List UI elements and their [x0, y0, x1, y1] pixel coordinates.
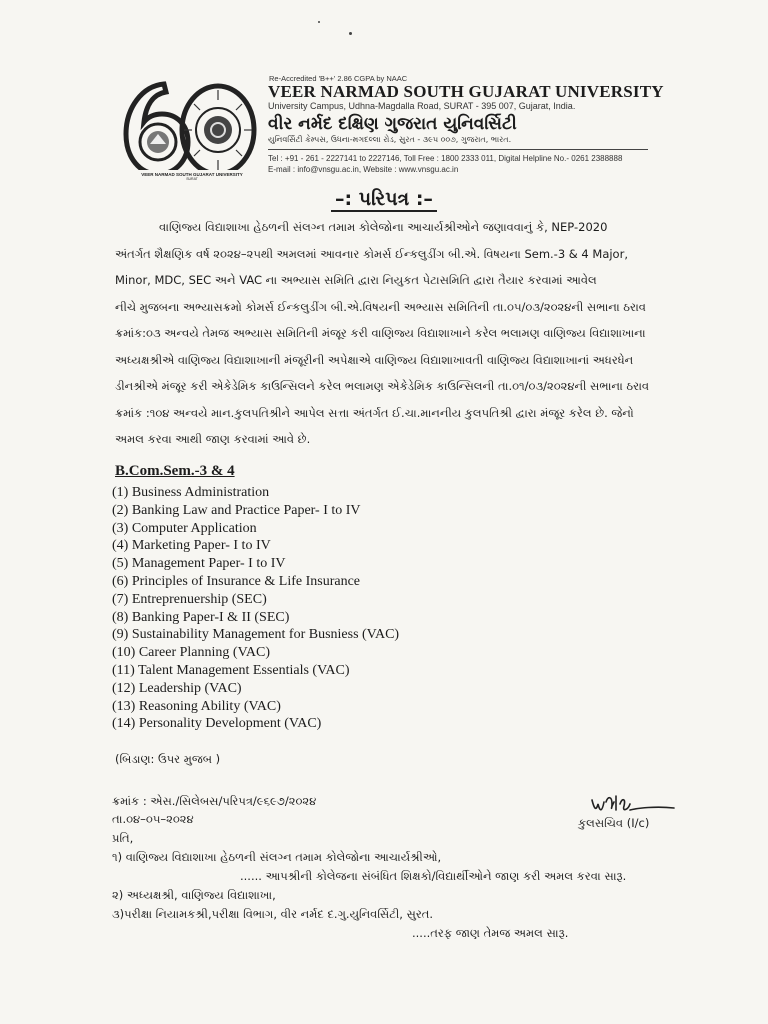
list-item: (2) Banking Law and Practice Paper- I to IV — [112, 502, 361, 518]
distribution-line-3: ૩)પરીક્ષા નિયામકશ્રી,પરીક્ષા વિભાગ, વીર નર્મદ દ.ગુ.યુનિવર્સિટી, સુરત. — [112, 907, 434, 921]
distribution-list — [112, 831, 627, 943]
body-line: ક્રમાંક :૧૦૪ અન્વયે માન.કુલપતિશ્રીને આપેલ સત્તા અંતર્ગત ઈ.ચા.માનનીય કુલપતિશ્રી દ્વારા મંજૂર કરેલ છે. જેનો — [115, 405, 634, 420]
reference-block — [112, 792, 316, 828]
contact-phone: Tel : +91 - 261 - 2227141 to 2227146, Toll Free : 1800 2333 011, Digital Helpline No.- 0261 2388888 — [268, 154, 623, 163]
list-item: (11) Talent Management Essentials (VAC) — [112, 662, 350, 678]
reference-number: ક્રમાંક : એસ./સિલેબસ/પરિપત્ર/૯૬૯૭/૨૦૨૪ — [112, 794, 317, 808]
list-item: (13) Reasoning Ability (VAC) — [112, 698, 281, 714]
subject-list — [112, 484, 399, 733]
circular-title — [0, 188, 768, 210]
list-item: (8) Banking Paper-I & II (SEC) — [112, 609, 290, 625]
logo-caption: VEER NARMAD SOUTH GUJARAT UNIVERSITY — [141, 172, 243, 177]
list-item: (10) Career Planning (VAC) — [112, 645, 270, 661]
list-item: (7) Entreprenuership (SEC) — [112, 591, 267, 607]
body-line: વાણિજ્ય વિદ્યાશાખા હેઠળની સંલગ્ન તમામ કોલેજોના આચાર્યશ્રીઓને જણાવવાનું કે, NEP-2020 — [159, 220, 608, 234]
body-line: અંતર્ગત શૈક્ષણિક વર્ષ ૨૦૨૪–૨૫થી અમલમાં આવનાર કોમર્સ ઈન્કલુડીંગ બી.એ. વિષયના Sem.-3 & 4 Major, — [115, 246, 628, 261]
body-line: અમલ કરવા આથી જાણ કરવામાં આવે છે. — [115, 432, 311, 446]
list-item: (9) Sustainability Management for Busniess (VAC) — [112, 627, 400, 643]
list-item: (14) Personality Development (VAC) — [112, 716, 322, 732]
reference-date: તા.૦૪–૦૫–૨૦૨૪ — [112, 812, 194, 826]
circular-body — [115, 214, 663, 453]
list-item: (1) Business Administration — [112, 485, 270, 500]
list-item: (5) Management Paper- I to IV — [112, 556, 286, 572]
body-line: ક્રમાંક:૦૩ અન્વયે તેમજ અભ્યાસ સમિતિની મંજૂર કરી વાણિજ્ય વિદ્યાશાખાને કરેલ ભલામણ વાણિજ્ય વિદ્યાશાખાના — [115, 326, 646, 340]
distribution-line-2: ૨) અધ્યક્ષશ્રી, વાણિજ્ય વિદ્યાશાખા, — [112, 888, 276, 902]
university-address-gu: યુનિવર્સિટી કેમ્પસ, ઉધના-મગદલ્લા રોડ, સુરત - ૩૯૫ ૦૦૭, ગુજરાત, ભારત. — [268, 135, 512, 144]
distribution-line-1: ૧) વાણિજ્ય વિદ્યાશાખા હેઠળની સંલગ્ન તમામ કોલેજોના આચાર્યશ્રીઓ, — [112, 850, 442, 864]
body-line: Minor, MDC, SEC અને VAC ના અભ્યાસ સમિતિ દ્વારા નિયુકત પેટાસમિતિ દ્વારા તૈયાર કરવામાં આવેલ — [115, 273, 597, 287]
distribution-line-3b: .....તરફ જાણ તેમજ અમલ સારૂ. — [412, 926, 569, 940]
distribution-prati: પ્રતિ, — [112, 831, 134, 845]
university-name-gu: વીર નર્મદ દક્ષિણ ગુજરાત યુનિવર્સિટી — [268, 114, 517, 134]
attachment-note: (બિડાણ: ઉપર મુજબ ) — [115, 752, 221, 766]
list-item: (12) Leadership (VAC) — [112, 680, 242, 696]
contact-email: E-mail : info@vnsgu.ac.in, Website : www.vnsgu.ac.in — [268, 165, 459, 174]
letterhead — [268, 74, 668, 175]
university-logo-icon — [118, 78, 268, 180]
body-line: ડીનશ્રીએ મંજૂર કરી એકેડેમિક કાઉન્સિલને કરેલ ભલામણ એકેડેમિક કાઉન્સિલની તા.૦૧/૦૩/૨૦૨૪ની સભાના ઠરાવ — [115, 379, 650, 393]
distribution-line-1b: ...... આપશ્રીની કોલેજના સંબંધિત શિક્ષકો/વિદ્યાર્થીઓને જાણ કરી અમલ કરવા સારૂ. — [240, 869, 627, 883]
body-line: નીચે મુજબના અભ્યાસક્રમો કોમર્સ ઈન્કલુડીંગ બી.એ.વિષયની અભ્યાસ સમિતિની તા.૦૫/૦૩/૨૦૨૪ની સભાના ઠરાવ — [115, 299, 646, 314]
logo-city: SURAT — [186, 177, 198, 180]
body-line: અધ્યક્ષશ્રીએ વાણિજ્ય વિદ્યાશાખાની મંજૂરીની અપેક્ષાએ વાણિજ્ય વિદ્યાશાખાવતી વાણિજ્ય વિદ્યાશાખાનાં અધરધેન — [115, 352, 634, 367]
subject-list-heading: B.Com.Sem.-3 & 4 — [115, 463, 235, 479]
registrar-title: કુલસચિવ (I/c) — [578, 816, 650, 830]
university-name-en: VEER NARMAD SOUTH GUJARAT UNIVERSITY — [268, 82, 664, 101]
university-address-en: University Campus, Udhna-Magdalla Road, SURAT - 395 007, Gujarat, India. — [268, 101, 576, 111]
circular-title-text: –: પરિપત્ર :– — [331, 188, 437, 212]
list-item: (6) Principles of Insurance & Life Insurance — [112, 573, 361, 589]
list-item: (4) Marketing Paper- I to IV — [112, 538, 271, 554]
accreditation-line: Re-Accredited 'B++' 2.86 CGPA by NAAC — [269, 74, 408, 83]
list-item: (3) Computer Application — [112, 520, 257, 536]
header-divider — [268, 149, 648, 150]
